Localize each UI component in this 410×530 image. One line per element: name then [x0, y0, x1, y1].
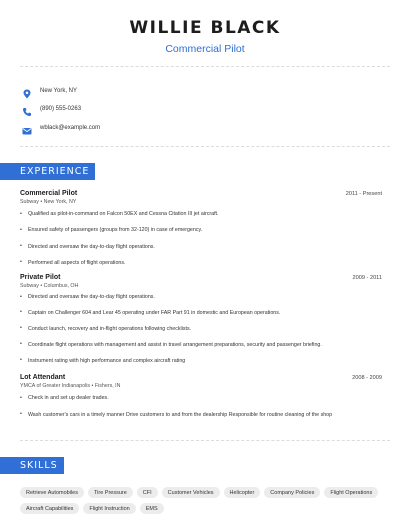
job-entry: [20, 190, 382, 271]
skill-chip: Helicopter: [224, 487, 261, 498]
job-bullet: • Performed all aspects of flight operations.: [20, 255, 382, 271]
job-bullet: • Ensured safety of passengers (groups from 32-120) in case of emergency.: [20, 222, 382, 238]
contact-location: [20, 82, 100, 100]
job-title: Private Pilot: [20, 274, 61, 281]
skill-chip: EMS: [140, 503, 164, 514]
job-bullet: • Instrument rating with high performance and complex aircraft rating: [20, 354, 382, 370]
resume-header: [0, 0, 410, 55]
job-dates: 2009 - 2011: [352, 275, 382, 281]
candidate-name: WILLIE BLACK: [129, 18, 281, 38]
skills-list: [20, 487, 390, 514]
phone-icon: [22, 104, 32, 114]
job-employer: Subway • New York, NY: [20, 199, 77, 205]
job-entry: [20, 274, 382, 370]
contact-email-text: wblack@example.com: [40, 124, 101, 131]
experience-heading: EXPERIENCE: [0, 163, 95, 180]
email-icon: [22, 123, 32, 133]
contact-email: [20, 119, 100, 137]
job-bullet: • Directed and oversaw the day-to-day flight operations.: [20, 290, 382, 306]
job-bullets: [20, 390, 382, 423]
job-bullet: • Check in and set up dealer trades.: [20, 390, 382, 407]
job-bullet: • Directed and oversaw the day-to-day flight operations.: [20, 239, 382, 255]
candidate-title: Commercial Pilot: [165, 43, 245, 55]
job-entry: [20, 374, 382, 423]
skill-chip: Company Policies: [264, 487, 320, 498]
skill-chip: Flight Operations: [324, 487, 378, 498]
job-bullets: [20, 290, 382, 370]
skill-chip: Aircraft Capabilities: [20, 503, 79, 514]
experience-divider: [20, 440, 390, 441]
skill-chip: Retrieve Automobiles: [20, 487, 84, 498]
contact-phone: [20, 100, 100, 118]
contact-divider: [20, 146, 390, 147]
header-divider: [20, 66, 390, 67]
skills-heading: SKILLS: [0, 457, 64, 474]
contact-location-text: New York, NY: [40, 88, 78, 94]
job-dates: 2008 - 2009: [352, 375, 382, 381]
job-employer: YMCA of Greater Indianapolis • Fishers, IN: [20, 383, 121, 389]
contact-list: [20, 82, 100, 137]
job-bullet: • Coordinate flight operations with management and assist in travel arrangement preparations, security and passenger briefing.: [20, 338, 382, 354]
skill-chip: Flight Instruction: [83, 503, 135, 514]
job-bullet: • Conduct launch, recovery and in-flight operations following checklists.: [20, 322, 382, 338]
location-pin-icon: [22, 86, 32, 96]
job-title: Lot Attendant: [20, 374, 66, 381]
job-bullets: [20, 206, 382, 271]
contact-phone-text: (890) 555-0263: [40, 106, 82, 113]
job-employer: Subway • Columbus, OH: [20, 283, 79, 289]
job-bullet: • Wash customer's cars in a timely manner Drive customers to and from the dealership Responsible for routine cleaning of the shop: [20, 407, 382, 424]
skill-chip: Tire Pressure: [88, 487, 133, 498]
skill-chip: Customer Vehicles: [162, 487, 220, 498]
job-title: Commercial Pilot: [20, 190, 78, 197]
job-dates: 2011 - Present: [345, 191, 382, 197]
job-bullet: • Captain on Challenger 604 and Lear 45 operating under FAR Part 91 in domestic and European operations.: [20, 306, 382, 322]
skill-chip: CFI: [137, 487, 158, 498]
job-bullet: • Qualified as pilot-in-command on Falcon 50EX and Cessna Citation III jet aircraft.: [20, 206, 382, 222]
